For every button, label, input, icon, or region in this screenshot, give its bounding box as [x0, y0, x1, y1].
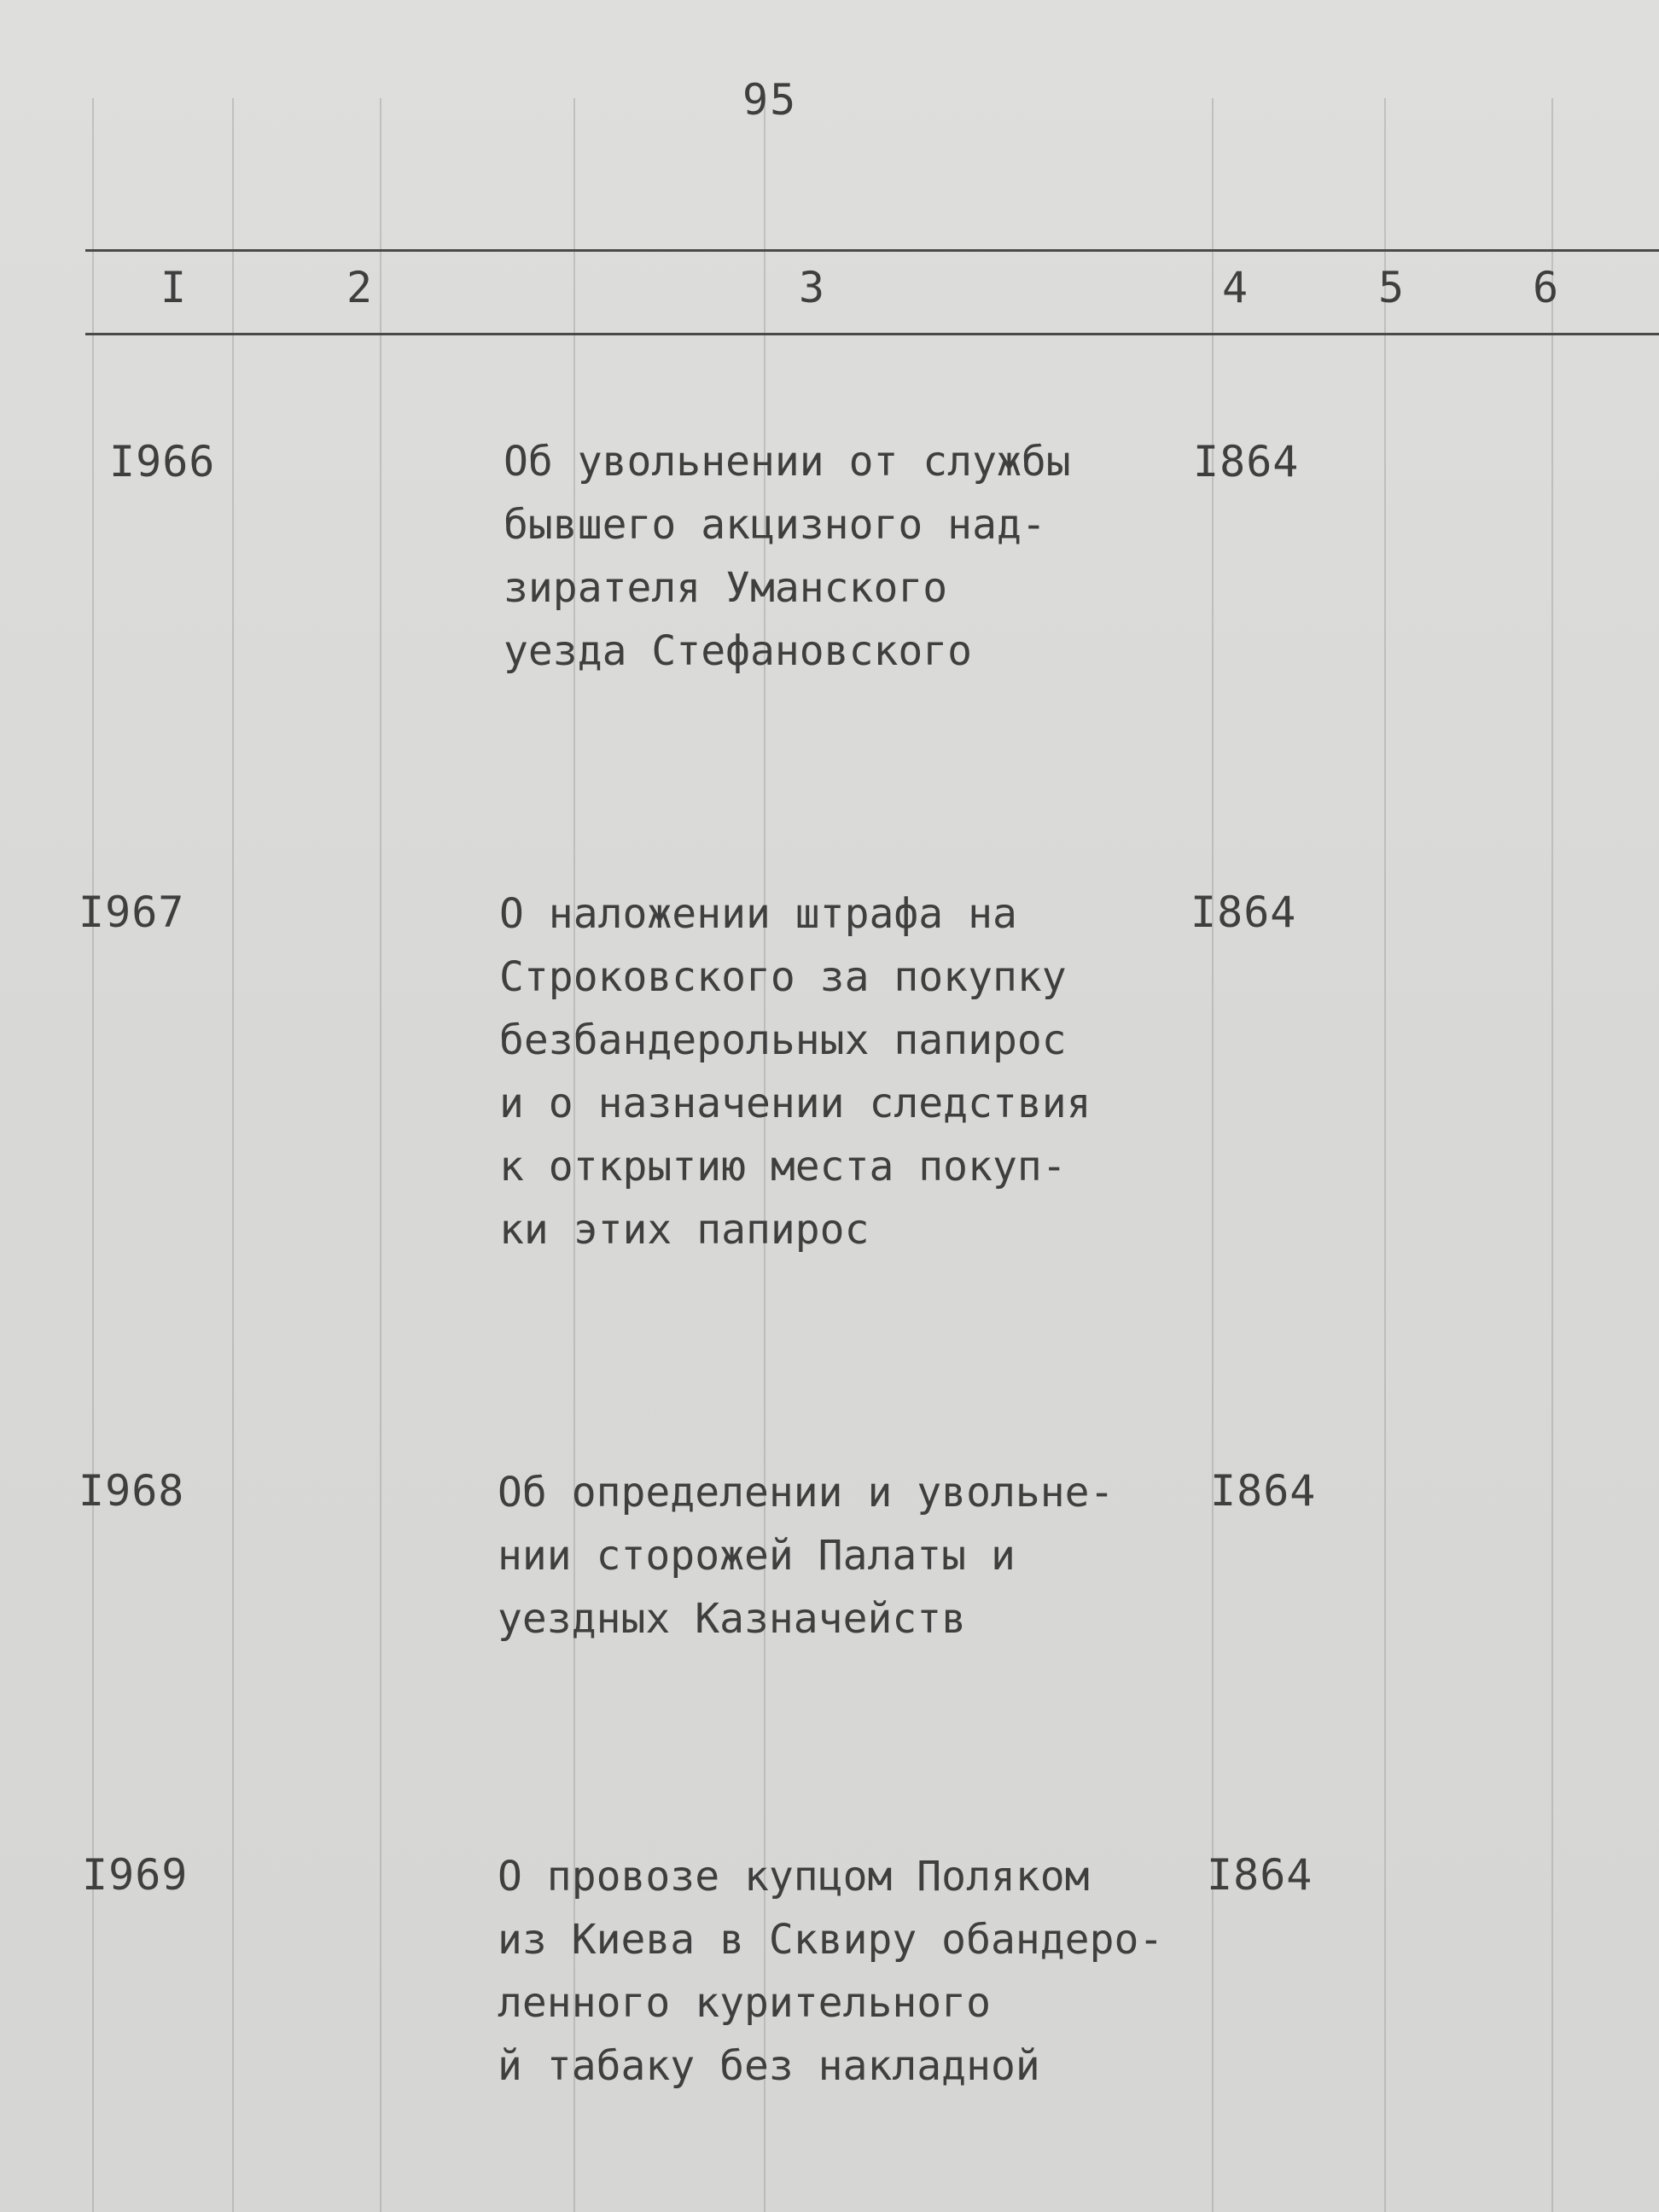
entry-number: I967	[79, 888, 185, 937]
header-rule-bottom	[85, 333, 1659, 335]
entry-title-line: О наложении штрафа на	[499, 890, 1017, 938]
column-rule	[1551, 98, 1553, 2212]
column-number: 3	[799, 263, 825, 312]
entry-title-line: ки этих папирос	[499, 1206, 870, 1254]
column-number: 2	[346, 263, 373, 312]
column-number: 6	[1533, 263, 1559, 312]
entry-year: I864	[1207, 1850, 1313, 1900]
entry-title-line: безбандерольных папирос	[499, 1016, 1067, 1064]
page-number: 95	[742, 75, 798, 125]
column-number: I	[160, 263, 187, 312]
entry-title-line: и о назначении следствия	[499, 1080, 1091, 1127]
column-number: 5	[1378, 263, 1405, 312]
entry-year: I864	[1210, 1466, 1317, 1516]
entry-title-line: Об определении и увольне-	[498, 1469, 1115, 1516]
entry-title	[498, 1845, 1231, 2098]
entry-title-line: нии сторожей Палаты и	[498, 1532, 1016, 1580]
entry-title-line: Об увольнении от службы	[504, 438, 1071, 486]
column-rule	[380, 98, 381, 2212]
entry-title	[499, 882, 1233, 1261]
bleed-through-mark	[290, 102, 316, 230]
bleed-through-mark	[162, 102, 188, 230]
column-rule	[1384, 98, 1386, 2212]
column-number: 4	[1222, 263, 1249, 312]
entry-title-line: ленного курительного	[498, 1979, 991, 2027]
entry-year: I864	[1190, 888, 1297, 937]
entry-number: I968	[79, 1466, 185, 1516]
entry-title	[504, 430, 1237, 683]
entry-number: I969	[82, 1850, 189, 1900]
header-rule-top	[85, 249, 1659, 252]
entry-title	[498, 1461, 1231, 1650]
entry-title-line: уездных Казначейств	[498, 1595, 967, 1643]
entry-title-line: бывшего акцизного над-	[504, 501, 1046, 549]
entry-title-line: Строковского за покупку	[499, 953, 1067, 1001]
entry-title-line: к открытию места покуп-	[499, 1143, 1067, 1190]
entry-title-line: из Киева в Сквиру обандеро-	[498, 1916, 1164, 1964]
entry-title-line: зирателя Уманского	[504, 564, 948, 612]
entry-title-line: О провозе купцом Поляком	[498, 1853, 1090, 1901]
entry-title-line: й табаку без накладной	[498, 2042, 1040, 2090]
column-rule	[232, 98, 234, 2212]
entry-number: I966	[109, 437, 216, 486]
entry-year: I864	[1193, 437, 1300, 486]
entry-title-line: уезда Стефановского	[504, 627, 973, 675]
